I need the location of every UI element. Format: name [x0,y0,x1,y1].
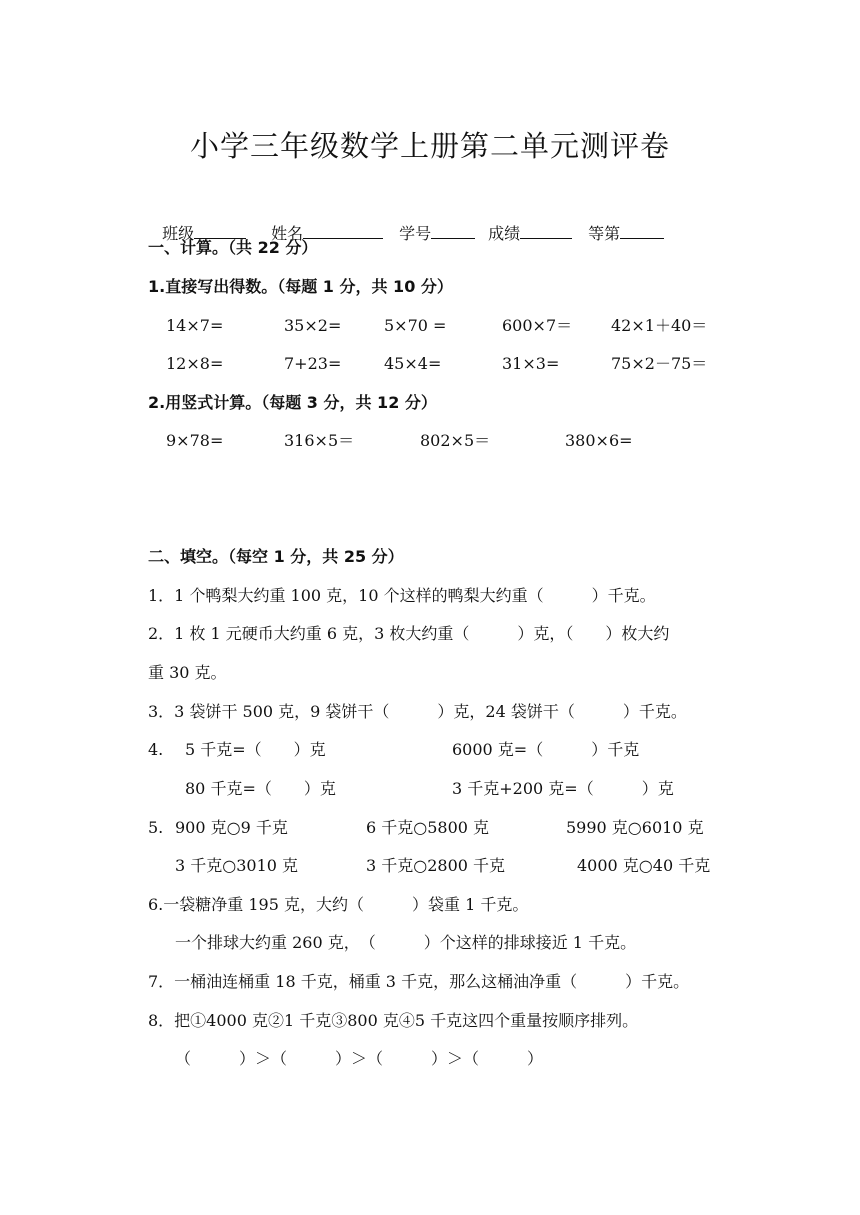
score-field [478,204,572,244]
question-number: 5. [148,818,164,837]
question-number: 4. [148,740,164,759]
score-label: 成绩 [488,224,521,243]
class-label: 班级 [162,224,195,243]
q1-heading: 1.直接写出得数。（每题 1 分，共 10 分） [148,277,453,296]
calc-item: 31×3= [502,354,560,373]
compare-item: 5990 克○6010 克 [566,818,704,837]
vertical-calc-item: 380×6= [565,431,633,450]
calc-item: 5×70 = [384,316,447,335]
compare-item: 3 千克○3010 克 [175,856,299,875]
fill-question-7: 7．一桶油连桶重 18 千克，桶重 3 千克，那么这桶油净重（ ）千克。 [148,972,690,991]
vertical-calc-item: 9×78= [166,431,224,450]
section-2-heading: 二、填空。（每空 1 分，共 25 分） [148,547,404,566]
fill-question-6: 6.一袋糖净重 195 克，大约（ ）袋重 1 千克。 [148,895,529,914]
calc-item: 14×7= [166,316,224,335]
fill-question-6-cont: 一个排球大约重 260 克， （ ）个这样的排球接近 1 千克。 [175,933,637,952]
calc-item: 35×2= [284,316,342,335]
id-label: 学号 [399,224,432,243]
calc-item: 12×8= [166,354,224,373]
conversion-item: 6000 克=（ ）千克 [452,740,640,759]
class-blank[interactable] [194,224,246,239]
id-field [389,204,475,244]
vertical-calc-item: 802×5＝ [420,431,491,450]
conversion-item: 5 千克=（ ）克 [185,740,326,759]
id-blank[interactable] [431,224,475,239]
q2-heading: 2.用竖式计算。（每题 3 分，共 12 分） [148,393,437,412]
fill-question-3: 3．3 袋饼干 500 克，9 袋饼干（ ）克，24 袋饼干（ ）千克。 [148,702,687,721]
calc-item: 75×2－75＝ [611,354,708,373]
compare-item: 900 克○9 千克 [175,818,288,837]
calc-item: 7+23= [284,354,342,373]
conversion-item: 3 千克+200 克=（ ）克 [452,779,674,798]
calc-item: 600×7＝ [502,316,573,335]
calc-item: 45×4= [384,354,442,373]
name-label: 姓名 [271,224,304,243]
calc-item: 42×1＋40＝ [611,316,708,335]
vertical-calc-item: 316×5＝ [284,431,355,450]
page-title: 小学三年级数学上册第二单元测评卷 [189,129,670,163]
compare-item: 6 千克○5800 克 [366,818,490,837]
fill-question-2: 2．1 枚 1 元硬币大约重 6 克，3 枚大约重（ ）克，（ ）枚大约 [148,624,670,643]
fill-question-1: 1．1 个鸭梨大约重 100 克，10 个这样的鸭梨大约重（ ）千克。 [148,586,656,605]
fill-question-8: 8．把①4000 克②1 千克③800 克④5 千克这四个重量按顺序排列。 [148,1011,639,1030]
grade-label: 等第 [588,224,621,243]
section-1-heading: 一、计算。（共 22 分） [148,238,318,257]
score-blank[interactable] [520,224,572,239]
compare-item: 3 千克○2800 千克 [366,856,506,875]
compare-item: 4000 克○40 千克 [577,856,711,875]
grade-field [578,204,664,244]
grade-blank[interactable] [620,224,664,239]
conversion-item: 80 千克=（ ）克 [185,779,336,798]
order-answer-line: （ ）＞（ ）＞（ ）＞（ ） [175,1049,544,1068]
fill-question-2-cont: 重 30 克。 [148,663,227,682]
name-blank[interactable] [303,224,383,239]
